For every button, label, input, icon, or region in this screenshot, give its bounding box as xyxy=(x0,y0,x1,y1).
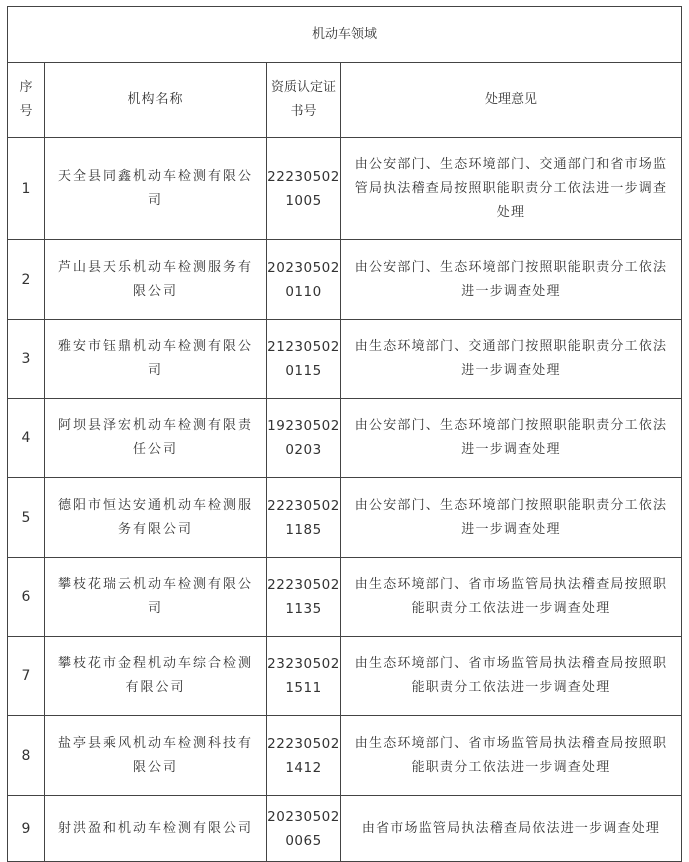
row-cert-number: 192305020203 xyxy=(267,399,341,478)
row-index: 8 xyxy=(8,716,45,796)
row-index: 1 xyxy=(8,138,45,240)
header-index: 序号 xyxy=(8,63,45,138)
table-row xyxy=(8,478,682,558)
row-institution-name: 盐亭县乘风机动车检测科技有限公司 xyxy=(45,716,267,796)
row-institution-name: 攀枝花瑞云机动车检测有限公司 xyxy=(45,558,267,637)
row-opinion: 由省市场监管局执法稽查局依法进一步调查处理 xyxy=(341,796,682,862)
table-header-row xyxy=(8,63,682,138)
vehicle-inspection-table xyxy=(7,6,682,862)
table-row xyxy=(8,320,682,399)
table-title-row xyxy=(8,7,682,63)
row-index: 2 xyxy=(8,240,45,320)
row-cert-number: 232305021511 xyxy=(267,637,341,716)
row-cert-number: 212305020115 xyxy=(267,320,341,399)
table-title: 机动车领域 xyxy=(8,7,682,63)
table-row xyxy=(8,716,682,796)
row-opinion: 由公安部门、生态环境部门按照职能职责分工依法进一步调查处理 xyxy=(341,240,682,320)
header-name: 机构名称 xyxy=(45,63,267,138)
row-index: 9 xyxy=(8,796,45,862)
row-institution-name: 芦山县天乐机动车检测服务有限公司 xyxy=(45,240,267,320)
header-cert: 资质认定证书号 xyxy=(267,63,341,138)
row-cert-number: 222305021412 xyxy=(267,716,341,796)
table-row xyxy=(8,399,682,478)
table-row xyxy=(8,796,682,862)
row-institution-name: 雅安市钰鼎机动车检测有限公司 xyxy=(45,320,267,399)
row-opinion: 由生态环境部门、交通部门按照职能职责分工依法进一步调查处理 xyxy=(341,320,682,399)
row-institution-name: 德阳市恒达安通机动车检测服务有限公司 xyxy=(45,478,267,558)
row-cert-number: 202305020110 xyxy=(267,240,341,320)
row-index: 5 xyxy=(8,478,45,558)
row-institution-name: 天全县同鑫机动车检测有限公司 xyxy=(45,138,267,240)
row-institution-name: 阿坝县泽宏机动车检测有限责任公司 xyxy=(45,399,267,478)
row-opinion: 由生态环境部门、省市场监管局执法稽查局按照职能职责分工依法进一步调查处理 xyxy=(341,637,682,716)
row-cert-number: 222305021005 xyxy=(267,138,341,240)
row-cert-number: 222305021135 xyxy=(267,558,341,637)
row-index: 7 xyxy=(8,637,45,716)
row-opinion: 由公安部门、生态环境部门按照职能职责分工依法进一步调查处理 xyxy=(341,478,682,558)
table-row xyxy=(8,558,682,637)
row-opinion: 由公安部门、生态环境部门按照职能职责分工依法进一步调查处理 xyxy=(341,399,682,478)
table-body xyxy=(8,7,682,862)
row-cert-number: 202305020065 xyxy=(267,796,341,862)
row-institution-name: 攀枝花市金程机动车综合检测有限公司 xyxy=(45,637,267,716)
row-institution-name: 射洪盈和机动车检测有限公司 xyxy=(45,796,267,862)
row-opinion: 由生态环境部门、省市场监管局执法稽查局按照职能职责分工依法进一步调查处理 xyxy=(341,716,682,796)
row-index: 3 xyxy=(8,320,45,399)
row-opinion: 由生态环境部门、省市场监管局执法稽查局按照职能职责分工依法进一步调查处理 xyxy=(341,558,682,637)
table-row xyxy=(8,637,682,716)
table-row xyxy=(8,240,682,320)
row-index: 6 xyxy=(8,558,45,637)
row-index: 4 xyxy=(8,399,45,478)
header-opinion: 处理意见 xyxy=(341,63,682,138)
row-cert-number: 222305021185 xyxy=(267,478,341,558)
row-opinion: 由公安部门、生态环境部门、交通部门和省市场监管局执法稽查局按照职能职责分工依法进一步调查处理 xyxy=(341,138,682,240)
table-row xyxy=(8,138,682,240)
